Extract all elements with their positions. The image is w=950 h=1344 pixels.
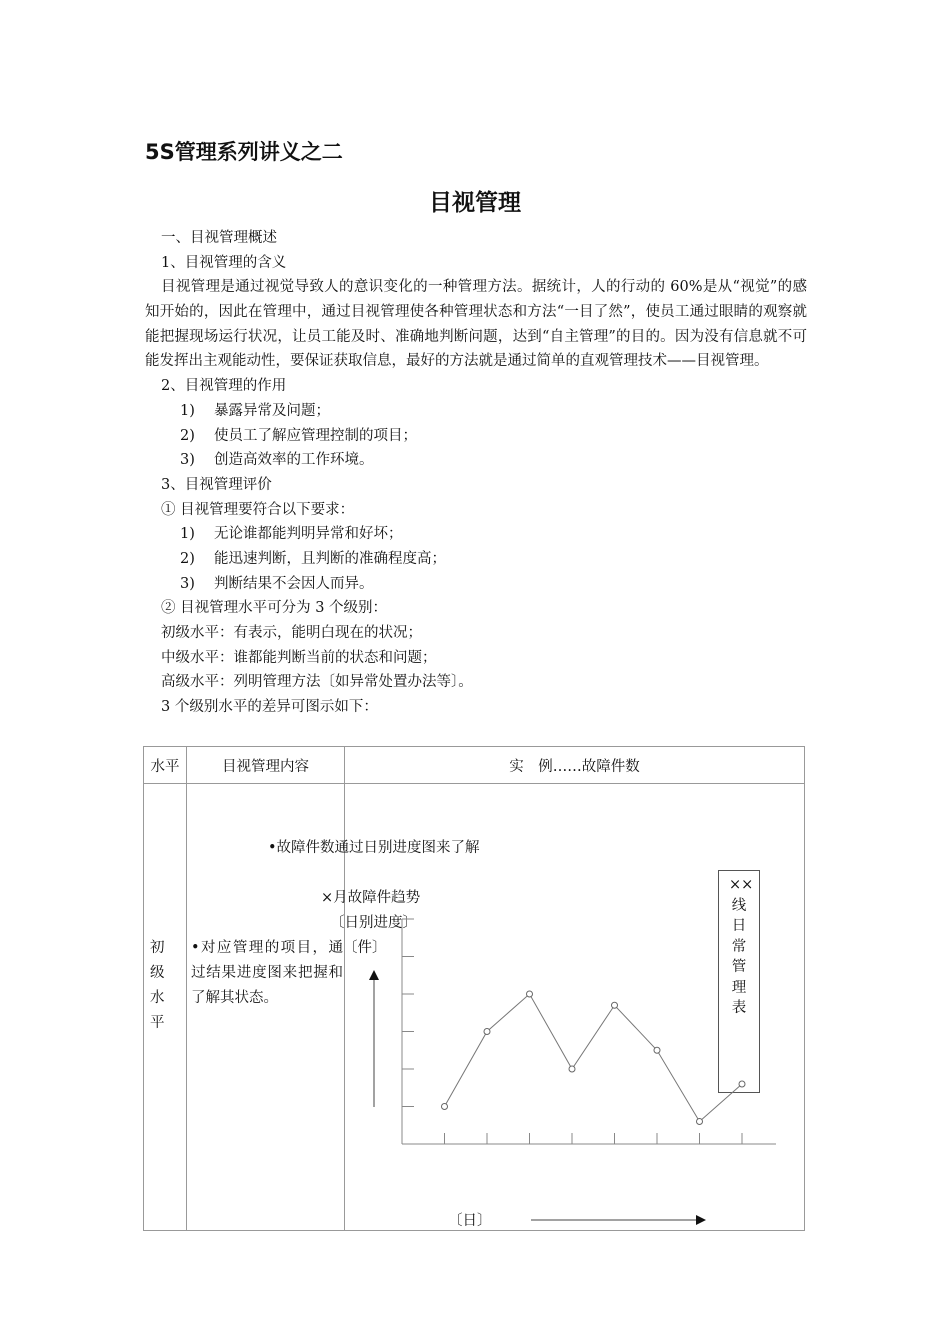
list-item: 3) 创造高效率的工作环境。: [180, 452, 374, 469]
data-point: [612, 1002, 618, 1008]
data-point: [484, 1029, 490, 1035]
example-cell: [268, 784, 805, 1231]
trend-chart: [345, 784, 805, 1230]
level-line: 高级水平：列明管理方法〔如异常处置办法等〕。: [161, 674, 473, 691]
requirements-list: [145, 522, 807, 596]
list-item: 2) 能迅速判断，且判断的准确程度高；: [180, 551, 446, 567]
page-title: 目视管理: [429, 190, 521, 216]
subsection-heading: 2、目视管理的作用: [161, 378, 287, 395]
content-text: •对应管理的项目，通过结果进度图来把握和了解其状态。: [191, 940, 343, 1006]
level-label: 初级水平: [150, 940, 165, 1031]
example-note: •故障件数通过日别进度图来了解: [268, 840, 480, 856]
x-axis-unit: 〔日〕: [448, 1213, 492, 1229]
chart-subtitle: 〔日别进度〕: [330, 915, 417, 931]
document-body: [145, 226, 807, 720]
data-point: [527, 991, 533, 997]
level-cell: [144, 784, 187, 1231]
levels-table: [143, 746, 805, 1231]
diff-intro: 3 个级别水平的差异可图示如下：: [161, 699, 378, 716]
subsection-heading: 3、目视管理评价: [161, 476, 272, 493]
data-point: [739, 1081, 745, 1087]
level-line: 中级水平：谁都能判断当前的状态和问题；: [161, 649, 437, 666]
side-label: ××线日常管理表: [729, 877, 754, 1016]
x-arrow-head: [696, 1215, 706, 1225]
header-example: 实 例……故障件数: [345, 747, 805, 784]
level-line: 初级水平：有表示，能明白现在的状况；: [161, 625, 422, 642]
roles-list: [145, 399, 807, 473]
data-point: [442, 1104, 448, 1110]
list-item: 2) 使员工了解应管理控制的项目；: [180, 427, 417, 444]
header-content: 目视管理内容: [187, 747, 345, 784]
y-arrow-head: [369, 970, 379, 980]
y-axis-unit: 〔件〕: [343, 940, 387, 956]
series-title: 5S管理系列讲义之二: [145, 140, 343, 164]
list-item: 1) 暴露异常及问题；: [180, 402, 330, 419]
data-point: [697, 1119, 703, 1125]
list-item: 3) 判断结果不会因人而异。: [180, 575, 374, 592]
section-heading: 一、目视管理概述: [161, 230, 277, 246]
table-header-row: [144, 747, 805, 784]
data-point: [654, 1047, 660, 1053]
table-row: [144, 784, 805, 1231]
data-point: [569, 1066, 575, 1072]
requirements-heading: ① 目视管理要符合以下要求：: [161, 501, 355, 518]
header-level: 水平: [144, 747, 187, 784]
subsection-heading: 1、目视管理的含义: [161, 254, 287, 271]
levels-heading: ② 目视管理水平可分为 3 个级别：: [161, 600, 388, 617]
series-line: [445, 994, 743, 1122]
list-item: 1) 无论谁都能判明异常和好坏；: [180, 526, 403, 543]
chart-title: ×月故障件趋势: [321, 890, 421, 906]
definition-paragraph: 目视管理是通过视觉导致人的意识变化的一种管理方法。据统计，人的行动的 60%是从“视觉”的感知开始的，因此在管理中，通过目视管理使各种管理状态和方法“一目了然”，使员工通过眼睛的观察就能把握现场运行状况，让员工能及时、准确地判断问题，达到“自主管理”的目的。因为没有信息就不可能发挥出主观能动性，要保证获取信息，最好的方法就是通过简单的直观管理技术——目视管理。: [145, 279, 807, 370]
